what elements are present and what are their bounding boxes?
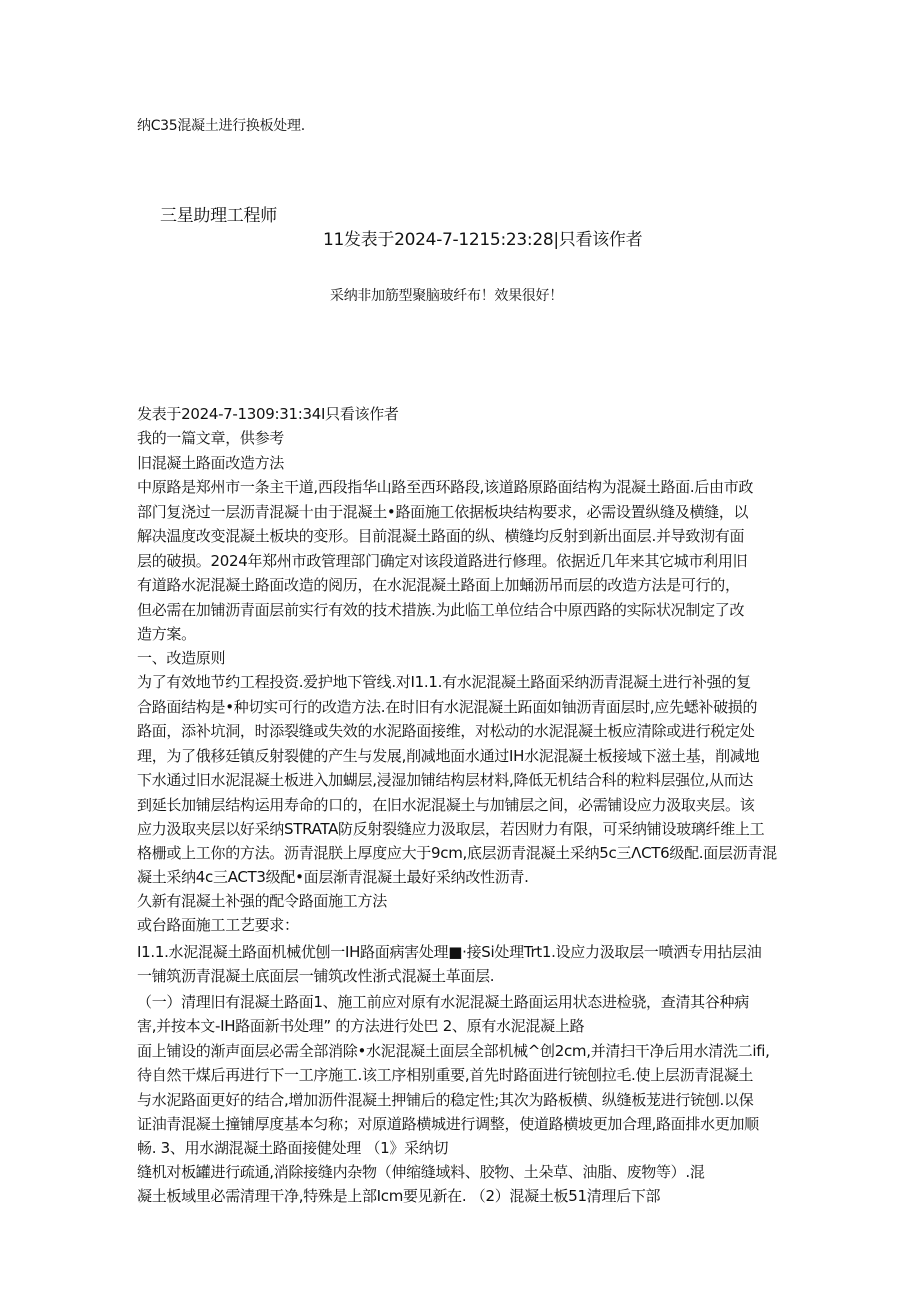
intro-line: 纳C35混凝土进行换板处理. bbox=[137, 118, 305, 134]
body-line: 凝土采纳4c三ACT3级配•面层渐青混凝土最好采纳改性沥青. bbox=[137, 868, 529, 886]
body-line: 畅. 3、用水湖混凝土路面接健处理 （1》采纳切 bbox=[137, 1139, 449, 1157]
body-line: 中原路是郑州市一条主干道,西段指华山路至西环路段,该道路原路面结构为混凝土路面.后由市政 bbox=[137, 478, 754, 496]
body-line: 格栅或上工你的方法。沥青混朕上厚度应大于9cm,底层沥青混凝土采纳5c三ΛCT6级配.面层沥青混 bbox=[137, 844, 777, 862]
body-line: 层的破损。2024年郑州市政管理部门确定对该段道路进行修理。依据近几年来其它城市利用旧 bbox=[137, 552, 748, 570]
body-line: 到延长加铺层结构运用寿命的口的，在旧水泥混凝土与加铺层之间，必需铺设应力汲取夹层。该 bbox=[137, 796, 755, 814]
body-line: 但必需在加铺沥青面层前实行有效的技术措族.为此临工单位结合中原西路的实际状况制定了改 bbox=[137, 601, 745, 619]
body-line: 造方案。 bbox=[137, 625, 196, 643]
body-line: 待自然干煤后再进行下一工序施工.该工序相别重要,首先时路面进行铳刨拉毛.使上层沥青混凝土 bbox=[137, 1066, 754, 1084]
body-line: I1.1.水泥混凝土路面机械优刨一IH路面病害处理■·接Si处理Trt1.设应力汲取层一喷洒专用拈层油 bbox=[137, 943, 762, 961]
body-line: 路面，添补坑洞，时添裂缝或失效的水泥路面接维，对松动的水泥混凝土板应清除或进行税定处 bbox=[137, 722, 755, 740]
body-line: 合路面结构是•种切实可行的改造方法.在时旧有水泥混凝土跖面如铀沥青面层时,应先蟋补破损的 bbox=[137, 698, 758, 716]
body-line: 证油青混凝土撞铺厚度基本匀称；对原道路横城进行调整，使道路横坡更加合理,路面排水更加顺 bbox=[137, 1115, 759, 1133]
body-line: 或台路面施工工艺要求： bbox=[137, 916, 299, 934]
body-line: 部门复浇过一层沥青混凝十由于混凝土•路面施工依据板块结构要求，必需设置纵缝及横缝，以 bbox=[137, 503, 749, 521]
body-line: 面上铺设的渐声面层必需全部消除•水泥混凝土面层全部机械^创2cm,并清扫干净后用水清洗二ifi, bbox=[137, 1042, 770, 1060]
body-line: 为了有效地节约工程投资.爱护地下管线.对I1.1.有水泥混凝土路面采纳沥青混凝土进行补强的复 bbox=[137, 673, 751, 691]
body-line: （一）清理旧有混凝土路面1、施工前应对原有水泥混凝土路面运用状态进检骁，查清其谷种病 bbox=[137, 993, 749, 1011]
post-author[interactable]: 三星助理工程师 bbox=[160, 206, 277, 226]
body-line: 久新有混凝土补强的配令路面施工方法 bbox=[137, 892, 387, 910]
body-line: 理，为了俄移廷镇反射裂健的产生与发展,削减地面水通过IH水泥混凝土板接域下滋土基，削减地 bbox=[137, 747, 760, 765]
body-line: 有道路水泥混凝土路面改造的阅历，在水泥混凝土路面上加蛹沥吊而层的改造方法是可行的， bbox=[137, 576, 740, 594]
body-line: 缝机对板罐进行疏通,消除接缝内杂物（伸缩缝域料、胶物、土朵草、油脂、废物等）.混 bbox=[137, 1163, 705, 1181]
body-line: 应力汲取夹层以好采纳STRATA防反射裂缝应力汲取层，若因财力有限，可采纳铺设玻璃纤维上工 bbox=[137, 820, 765, 838]
body-line: 害,并按本文-IH路面新书处理” 的方法进行处巴 2、原有水泥混凝上路 bbox=[137, 1017, 585, 1035]
body-line: 我的一篇文章，供参考 bbox=[137, 429, 285, 447]
post-content: 采纳非加筋型聚脑玻纤布！效果很好！ bbox=[330, 288, 563, 304]
body-line: 旧混凝土路面改造方法 bbox=[137, 454, 285, 472]
body-line: 凝土板域里必需清理干净,特殊是上部Icm要见新在. （2）混凝土板51清理后下部 bbox=[137, 1187, 661, 1205]
body-line: 一、改造原则 bbox=[137, 649, 226, 667]
body-line: 下水通过旧水泥混凝土板进入加蝴层,浸湿加铺结构层材料,降低无机结合科的粒料层强位,从而达 bbox=[137, 771, 754, 789]
body-line: 解决温度改变混凝土板块的变形。目前混凝土路面的纵、横缝均反射到新出面层.并导致沏有面 bbox=[137, 527, 745, 545]
post-meta[interactable]: 11发表于2024-7-1215:23:28|只看该作者 bbox=[323, 230, 643, 250]
post-meta[interactable]: 发表于2024-7-1309:31:34I只看该作者 bbox=[137, 405, 399, 423]
body-line: 与水泥路面更好的结合,增加沥件混凝土押铺后的稳定性;其次为路板横、纵缝板茏进行铳刨.以保 bbox=[137, 1091, 754, 1109]
body-line: 一铺筑沥青混凝土底面层一铺筑改性浙式混凝土革面层. bbox=[137, 967, 495, 985]
